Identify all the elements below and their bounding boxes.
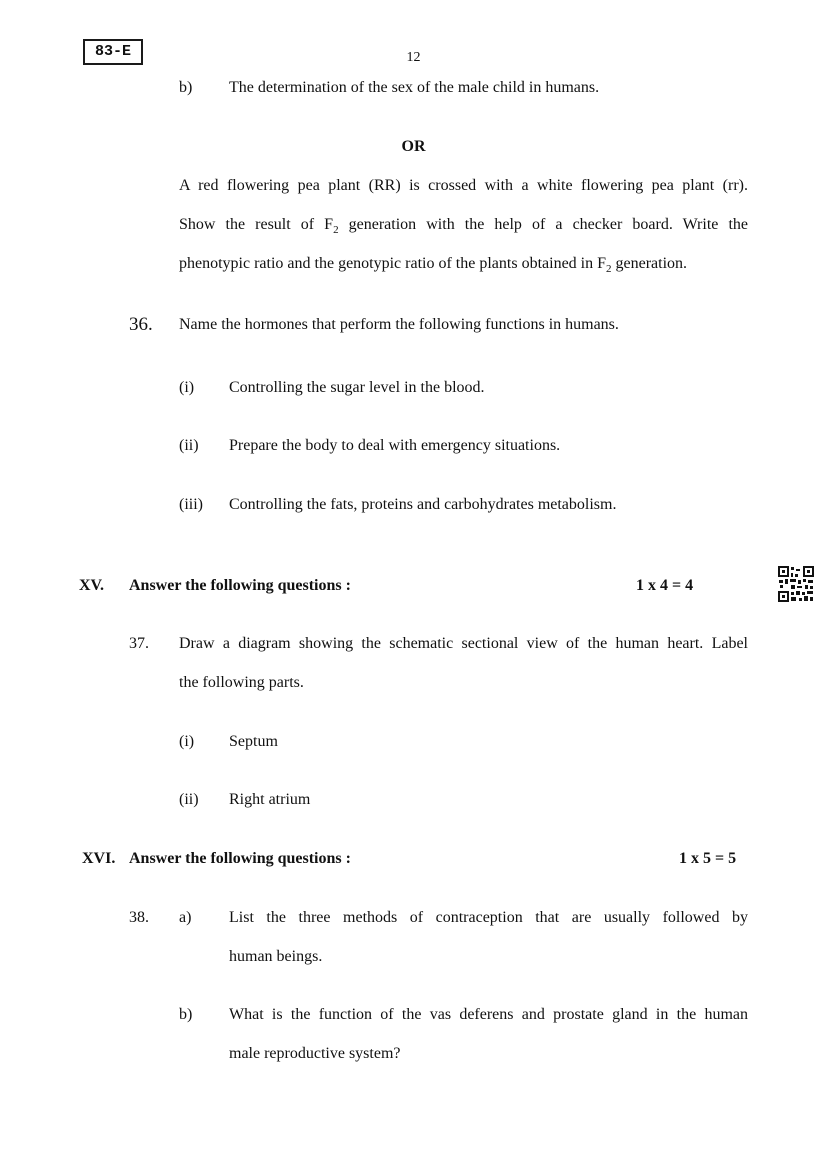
q36-text: Name the hormones that perform the following functions in humans. [179,316,619,333]
q38a-line-1: List the three methods of contraception that are usually followed by [229,909,748,926]
q38-number: 38. [129,909,149,926]
or-line-3: phenotypic ratio and the genotypic ratio of the plants obtained in $F_2$ generation. [179,255,688,276]
q36-item-text: Prepare the body to deal with emergency situations. [229,437,561,454]
q36-number: 36. [129,314,153,335]
q38b-line-1: What is the function of the vas deferens and prostate gland in the human [229,1006,748,1023]
q38a-label: a) [179,909,192,926]
q37-item-label: (ii) [179,791,199,808]
q36-item-label: (i) [179,379,195,396]
section-xv-marks: 1 x 4 = 4 [636,577,694,594]
q37-number: 37. [129,635,149,652]
section-xvi-marks: 1 x 5 = 5 [679,850,737,867]
section-xvi-title: Answer the following questions : [129,850,351,867]
q37-line-2: the following parts. [179,674,304,691]
q38b-label: b) [179,1006,193,1023]
q35b-label: b) [179,79,193,96]
or-separator: OR [401,138,426,155]
q36-item-label: (ii) [179,437,199,454]
q38a-line-2: human beings. [229,948,323,965]
q37-item-text: Right atrium [229,791,311,808]
or-line-2: Show the result of $F_2$ generation with the help of a checker board. Write the [179,216,748,237]
or-line-1: A red flowering pea plant (RR) is crossed with a white flowering pea plant (rr). [179,177,748,194]
q38b-line-2: male reproductive system? [229,1045,401,1062]
q37-item-label: (i) [179,733,195,750]
q36-item-label: (iii) [179,496,203,513]
q37-line-1: Draw a diagram showing the schematic sectional view of the human heart. Label [179,635,748,652]
q37-item-text: Septum [229,733,278,750]
q36-item-text: Controlling the sugar level in the blood. [229,379,485,396]
qr-code-icon [777,565,815,603]
section-xv-numeral: XV. [79,577,105,594]
section-xvi-numeral: XVI. [82,850,116,867]
page-number: 12 [406,50,421,65]
paper-code-box: 83-E [83,39,143,65]
q35b-text: The determination of the sex of the male child in humans. [229,79,600,96]
q36-item-text: Controlling the fats, proteins and carbohydrates metabolism. [229,496,617,513]
section-xv-title: Answer the following questions : [129,577,351,594]
